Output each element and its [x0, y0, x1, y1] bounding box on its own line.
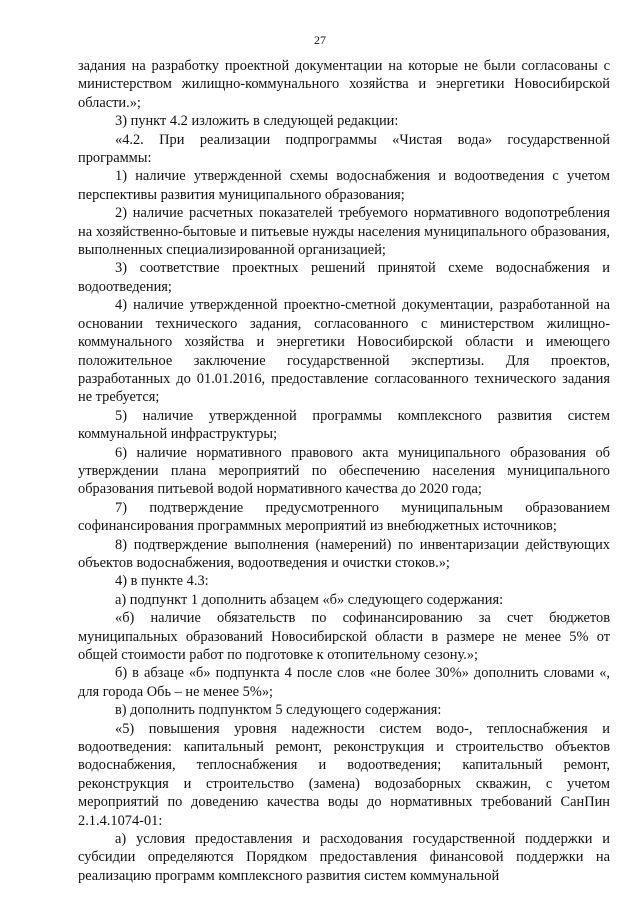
paragraph: задания на разработку проектной документации на которые не были согласованы с министерством жилищно-коммунального хозяйства и энергетики Новосибирской области.»;: [78, 58, 610, 111]
document-body: [78, 57, 610, 885]
paragraph: 4) в пункте 4.3:: [115, 573, 209, 590]
paragraph: 4) наличие утвержденной проектно-сметной документации, разработанной на основании технического задания, согласованного с министерством жилищно-коммунального хозяйства и энергетики Новосибирской области и имеющего положительное заключение государственной экспертизы. Для проектов, разработанных до 01.01.2016, предоставление согласованного технического задания не требуется;: [78, 297, 610, 406]
paragraph: 3) соответствие проектных решений принятой схеме водоснабжения и водоотведения;: [78, 260, 610, 295]
paragraph: 6) наличие нормативного правового акта муниципального образования об утверждении плана мероприятий по обеспечению населения муниципального образования питьевой водой нормативного качества до 2020 года;: [78, 444, 610, 498]
paragraph: «б) наличие обязательств по софинансированию за счет бюджетов муниципальных образований Новосибирской области в размере не менее 5% от общей стоимости работ по подготовке к отопительному сезону.»;: [78, 610, 610, 663]
paragraph: 5) наличие утвержденной программы комплексного развития систем коммунальной инфраструктуры;: [78, 407, 610, 443]
paragraph: «5) повышения уровня надежности систем водо-, теплоснабжения и водоотведения: капитальный ремонт, реконструкция и строительство объектов водоснабжения, теплоснабжения и водоотведения; капитальный ремонт, реконструкция и строительство (замена) водозаборных скважин, с учетом мероприятий по доведению качества воды до нормативных требований СанПин 2.1.4.1074-01:: [78, 720, 610, 829]
paragraph: а) условия предоставления и расходования государственной поддержки и субсидии определяются Порядком предоставления финансовой поддержки на реализацию программ комплексного развития систем коммунальной: [78, 831, 610, 884]
paragraph: б) в абзаце «б» подпункта 4 после слов «не более 30%» дополнить словами «, для города Обь – не менее 5%»;: [78, 665, 610, 700]
paragraph: в) дополнить подпунктом 5 следующего содержания:: [115, 702, 442, 719]
paragraph: 2) наличие расчетных показателей требуемого нормативного водопотребления на хозяйственно-бытовые и питьевые нужды населения муниципального образования, выполненных специализированной организацией;: [78, 205, 610, 259]
paragraph: 1) наличие утвержденной схемы водоснабжения и водоотведения с учетом перспективы развития муниципального образования;: [78, 168, 610, 203]
paragraph: «4.2. При реализации подпрограммы «Чистая вода» государственной программы:: [78, 131, 610, 167]
paragraph: 3) пункт 4.2 изложить в следующей редакции:: [115, 113, 399, 130]
page-number: 27: [314, 33, 326, 47]
paragraph: 7) подтверждение предусмотренного муниципальным образованием софинансирования программных мероприятий из внебюджетных источников;: [78, 499, 610, 535]
paragraph: 8) подтверждение выполнения (намерений) по инвентаризации действующих объектов водоснабжения, водоотведения и очистки стоков.»;: [78, 536, 610, 571]
paragraph: а) подпункт 1 дополнить абзацем «б» следующего содержания:: [115, 591, 504, 608]
